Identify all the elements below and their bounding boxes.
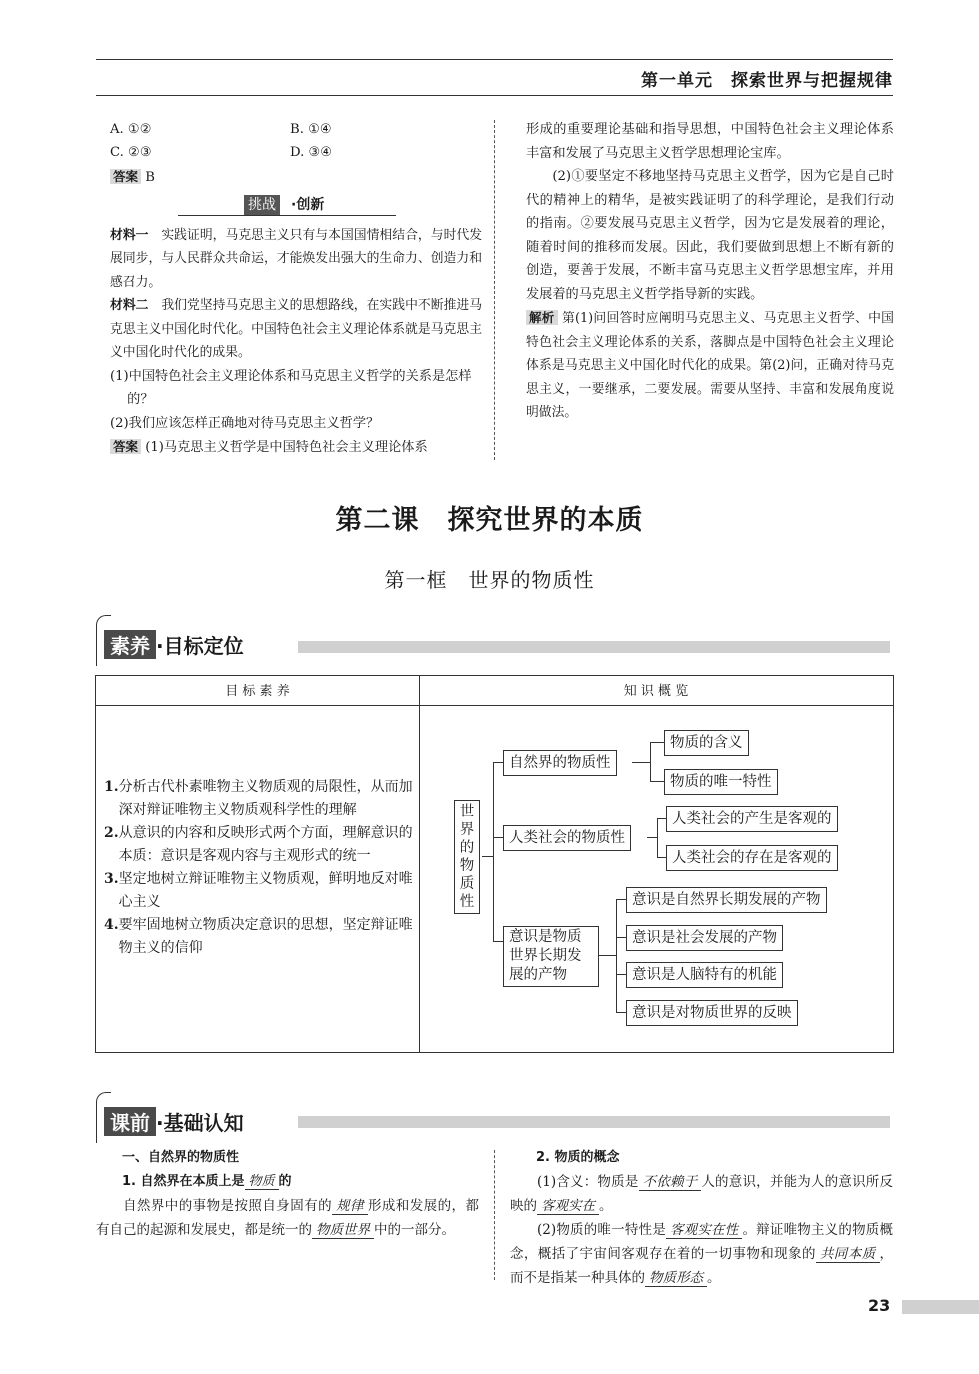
map-connector	[632, 762, 650, 763]
option-b: B. ①④	[290, 122, 332, 137]
map-connector	[616, 899, 617, 1012]
goals-list	[104, 776, 414, 960]
map-branch-consciousness: 意识是物质世界长期发展的产物	[503, 926, 599, 987]
col-header-goals: 目 标 素 养	[225, 684, 290, 699]
goal-item: 4. 要牢固地树立物质决定意识的思想，坚定辩证唯物主义的信仰	[104, 917, 413, 956]
map-connector	[657, 818, 658, 858]
map-connector	[482, 856, 493, 857]
option-a: A. ①②	[110, 122, 152, 137]
map-connector	[493, 762, 494, 942]
map-connector	[657, 818, 666, 819]
map-connector	[493, 837, 503, 838]
blank-answer: 规律	[332, 1198, 368, 1215]
map-connector	[616, 974, 626, 975]
banner-basic-bar	[298, 1116, 890, 1128]
map-connector	[598, 955, 616, 956]
goal-item: 1. 分析古代朴素唯物主义物质观的局限性，从而加深对辩证唯物主义物质观科学性的理解	[104, 779, 413, 818]
map-leaf-nature-product: 意识是自然界长期发展的产物	[626, 887, 827, 913]
analysis-tag: 解析	[526, 310, 558, 325]
map-leaf-reflection: 意识是对物质世界的反映	[626, 1000, 798, 1026]
answer-two	[110, 435, 482, 460]
banner-basic-box: 课前	[104, 1107, 156, 1136]
challenge-rule	[178, 215, 396, 216]
material-one	[110, 224, 482, 295]
blank-answer: 物质形态	[645, 1270, 707, 1287]
subheading-nature: 1. 自然界在本质上是 物质 的	[122, 1174, 292, 1189]
right-column	[526, 118, 894, 425]
map-leaf-matter-property: 物质的唯一特性	[664, 769, 778, 795]
analysis-text: 第(1)问回答时应阐明马克思主义、马克思主义哲学、中国特色社会主义理论体系的关系，落脚点是中国特色社会主义理论体系是马克思主义中国化时代化的成果。第(2)问，正确对待马克思主义，一要继承，二要发展。需要从坚持、丰富和发展角度说明做法。	[526, 311, 894, 420]
answer-value: B	[145, 170, 155, 185]
map-leaf-society-origin: 人类社会的产生是客观的	[666, 806, 838, 832]
map-connector	[647, 837, 657, 838]
table-vertical-divider	[419, 676, 420, 1052]
map-connector	[650, 742, 664, 743]
unit-title: 第一单元 探索世界与把握规律	[641, 71, 893, 91]
option-d: D. ③④	[290, 145, 333, 160]
column-divider	[494, 120, 495, 460]
material-one-label: 材料一	[110, 227, 149, 243]
blank-answer: 不依赖于	[639, 1174, 702, 1191]
frame-title: 第一框 世界的物质性	[384, 568, 595, 592]
analysis	[526, 306, 894, 425]
map-leaf-social-product: 意识是社会发展的产物	[626, 925, 783, 951]
answer-line	[110, 165, 482, 190]
map-connector	[493, 941, 503, 942]
map-leaf-matter-meaning: 物质的含义	[664, 730, 749, 756]
challenge-title: ·创新	[287, 195, 328, 215]
blank-answer: 共同本质	[816, 1246, 880, 1263]
map-leaf-brain-function: 意识是人脑特有的机能	[626, 962, 783, 988]
answer-continued: 形成的重要理论基础和指导思想，中国特色社会主义理论体系丰富和发展了马克思主义哲学思想理论宝库。	[526, 122, 894, 161]
map-connector	[493, 762, 503, 763]
lesson-title: 第二课 探究世界的本质	[335, 505, 644, 536]
blank-answer: 客观实在性	[666, 1222, 743, 1239]
question-one: (1)中国特色社会主义理论体系和马克思主义哲学的关系是怎样的？	[110, 368, 472, 407]
goal-item: 3. 坚定地树立辩证唯物主义物质观，鲜明地反对唯心主义	[104, 871, 413, 910]
paragraph-nature: 自然界中的事物是按照自身固有的 规律 形成和发展的，都有自己的起源和发展史，都是统一的 物质世界 中的一部分。	[96, 1198, 479, 1238]
banner-goals-bar	[298, 641, 890, 653]
goal-item: 2. 从意识的内容和反映形式两个方面，理解意识的本质：意识是客观内容与主观形式的统一	[104, 825, 413, 864]
map-root: 世界的物质性	[454, 800, 480, 914]
banner-goals-box: 素养	[104, 630, 156, 659]
map-connector	[657, 857, 666, 858]
map-connector	[616, 1012, 626, 1013]
map-connector	[616, 937, 626, 938]
basic-left	[96, 1146, 479, 1242]
question-two: (2)我们应该怎样正确地对待马克思主义哲学？	[110, 415, 380, 431]
map-connector	[650, 781, 664, 782]
map-leaf-society-existence: 人类社会的存在是客观的	[666, 845, 838, 871]
header-bottom-rule	[96, 95, 893, 96]
page-tab-bar	[902, 1300, 979, 1314]
section-heading-nature: 一、自然界的物质性	[122, 1150, 240, 1165]
material-two-label: 材料二	[110, 298, 149, 313]
column-divider	[494, 1150, 495, 1280]
material-two-text: 我们党坚持马克思主义的思想路线，在实践中不断推进马克思主义中国化时代化。中国特色社会主义理论体系就是马克思主义中国化时代化的成果。	[110, 298, 483, 360]
answer-two-text: (1)马克思主义哲学是中国特色社会主义理论体系	[145, 440, 428, 455]
table-header-rule	[96, 705, 893, 706]
blank-answer: 物质	[245, 1174, 279, 1190]
map-branch-nature: 自然界的物质性	[503, 750, 617, 776]
blank-answer: 物质世界	[312, 1222, 374, 1239]
map-branch-society: 人类社会的物质性	[503, 825, 631, 851]
subheading-matter-concept: 2. 物质的概念	[536, 1150, 620, 1165]
option-c: C. ②③	[110, 145, 152, 160]
basic-right	[510, 1146, 893, 1290]
map-connector	[616, 899, 626, 900]
paragraph-property: (2)物质的唯一特性是 客观实在性 。辩证唯物主义的物质概念，概括了宇宙间客观存在着的一切事物和现象的 共同本质 ，而不是指某一种具体的 物质形态 。	[510, 1222, 894, 1286]
options-block	[110, 118, 482, 165]
answer-two-tag: 答案	[110, 439, 141, 454]
material-one-text: 实践证明，马克思主义只有与本国国情相结合，与时代发展同步，与人民群众共命运，才能焕发出强大的生命力、创造力和感召力。	[110, 227, 483, 290]
banner-goals	[104, 630, 244, 659]
left-column	[110, 118, 482, 460]
page-number: 23	[868, 1296, 891, 1315]
header-top-rule	[96, 59, 893, 60]
col-header-overview: 知 识 概 览	[623, 684, 689, 699]
blank-answer: 客观实在	[537, 1198, 599, 1215]
map-connector	[650, 742, 651, 782]
answer-tag: 答案	[110, 169, 141, 184]
answer-part-two: (2)①要坚定不移地坚持马克思主义哲学，因为它是自己时代的精神上的精华，是被实践证明了的科学理论，是我们行动的指南。②要发展马克思主义哲学，因为它是发展着的理论，随着时间的推移而发展。因此，我们要做到思想上不断有新的创造，要善于发展，不断丰富马克思主义哲学思想宝库，并用发展着的马克思主义哲学指导新的实践。	[526, 169, 894, 302]
banner-basic	[104, 1107, 244, 1136]
material-two	[110, 294, 482, 365]
banner-basic-text: ·基础认知	[156, 1111, 244, 1135]
challenge-tag: 挑战	[244, 195, 280, 215]
challenge-heading	[110, 190, 482, 224]
banner-goals-text: ·目标定位	[156, 634, 244, 658]
paragraph-meaning: (1)含义：物质是 不依赖于 人的意识，并能为人的意识所反映的 客观实在 。	[510, 1174, 893, 1214]
